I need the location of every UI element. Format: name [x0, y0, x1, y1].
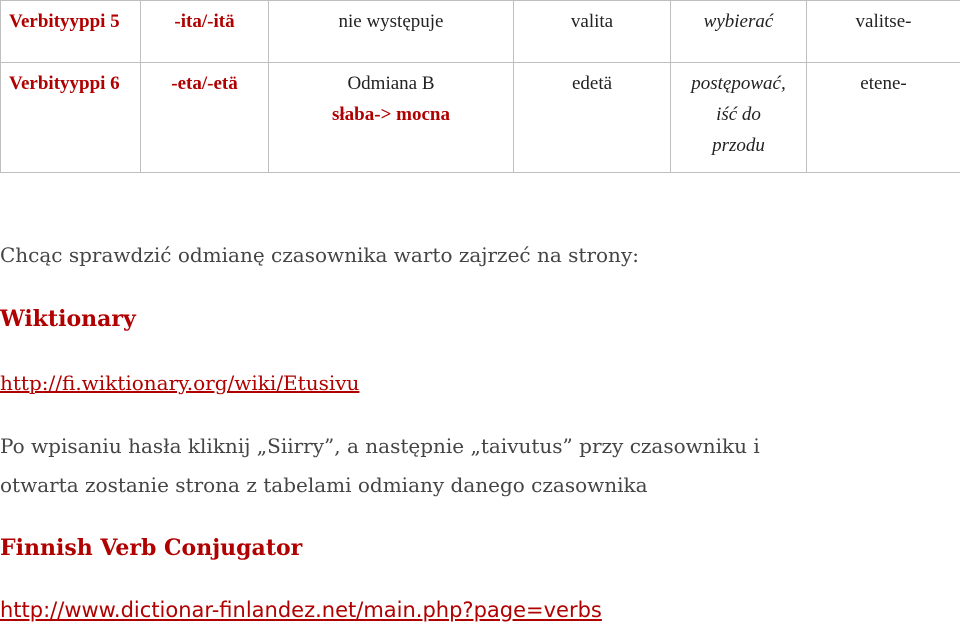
verb-type-cell: Verbityyppi 5 [1, 1, 141, 63]
table-row [1, 63, 960, 173]
translation-cell: postępować, iść do przodu [671, 63, 807, 173]
stem-cell: valitse- [807, 1, 960, 63]
conjugator-heading: Finnish Verb Conjugator [0, 535, 303, 561]
gradation-cell [269, 1, 514, 63]
gradation-text: Odmiana B [347, 73, 435, 94]
gradation-text: nie występuje [338, 11, 444, 32]
translation-cell: wybierać [671, 1, 807, 63]
example-cell: valita [514, 1, 671, 63]
verb-type-table [0, 0, 960, 173]
ending-cell: -eta/-etä [141, 63, 269, 173]
gradation-cell [269, 63, 514, 173]
example-cell: edetä [514, 63, 671, 173]
intro-text: Chcąc sprawdzić odmianę czasownika warto zajrzeć na strony: [0, 243, 639, 267]
verb-type-cell: Verbityyppi 6 [1, 63, 141, 173]
instruction-line-2: otwarta zostanie strona z tabelami odmiany danego czasownika [0, 473, 648, 497]
stem-cell: etene- [807, 63, 960, 173]
table-row [1, 1, 960, 63]
conjugator-link[interactable]: http://www.dictionar-finlandez.net/main.php?page=verbs [0, 598, 602, 622]
gradation-subtext: słaba-> mocna [332, 104, 450, 125]
wiktionary-heading: Wiktionary [0, 306, 136, 332]
ending-cell: -ita/-itä [141, 1, 269, 63]
instruction-line-1: Po wpisaniu hasła kliknij „Siirry”, a następnie „taivutus” przy czasowniku i [0, 434, 760, 458]
wiktionary-link[interactable]: http://fi.wiktionary.org/wiki/Etusivu [0, 371, 360, 395]
